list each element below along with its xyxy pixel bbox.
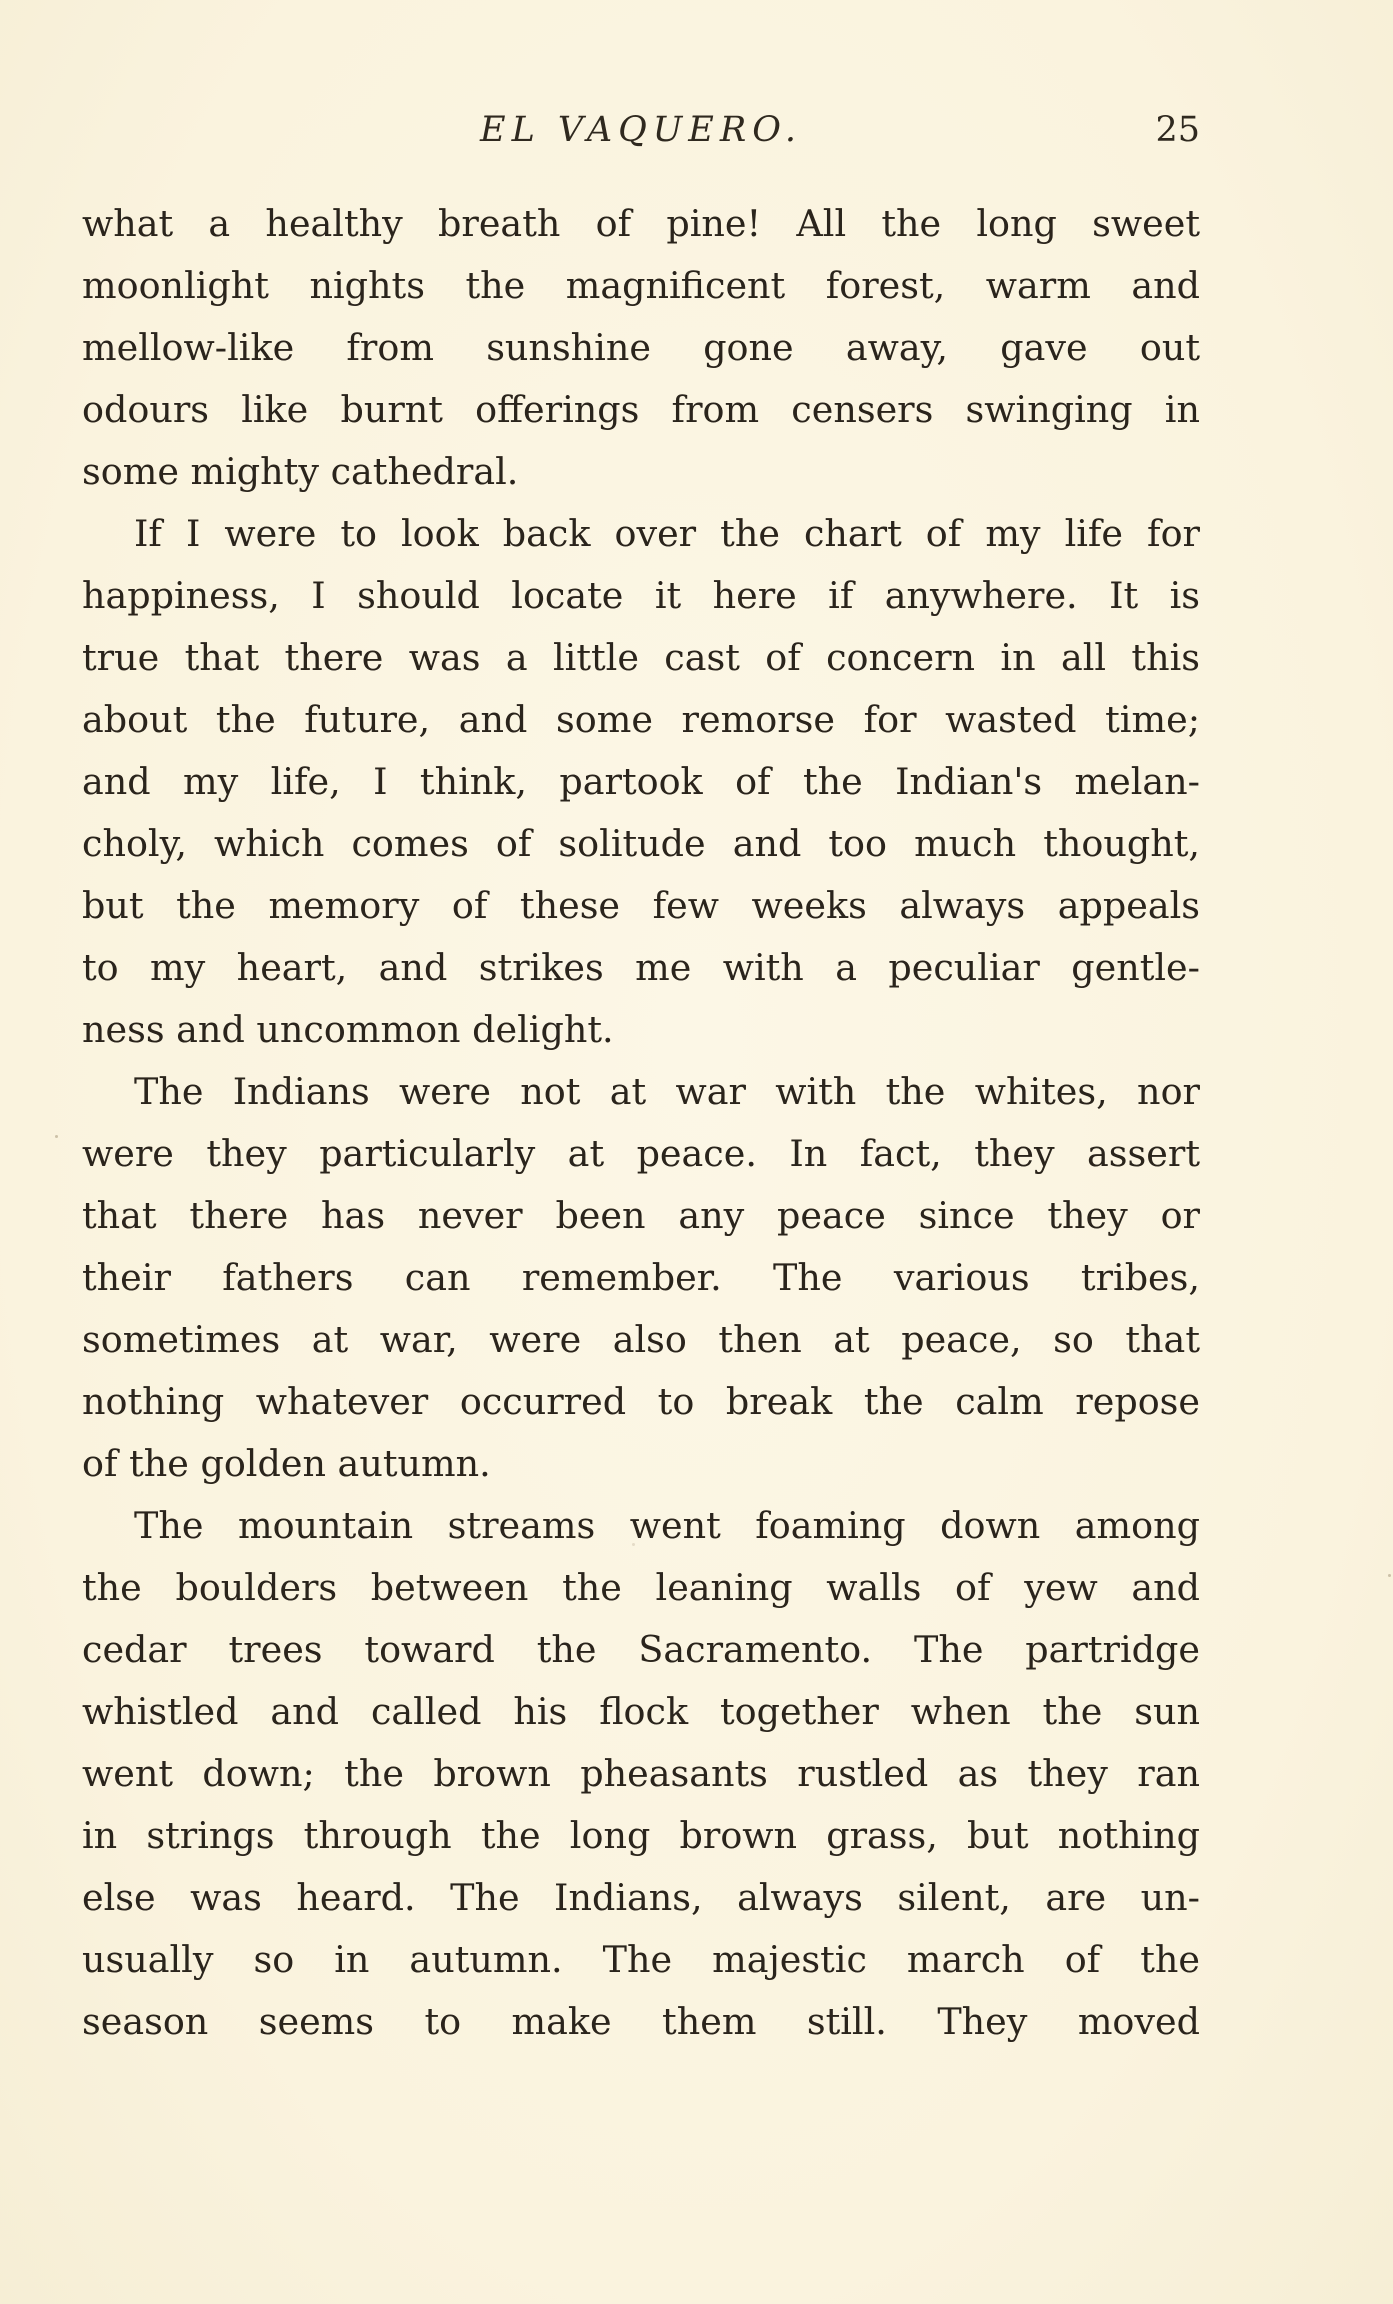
text-line: ness and uncommon delight. [82, 1008, 614, 1051]
text-line: and my life, I think, partook of the Indian's melan- [82, 760, 1200, 803]
text-line: odours like burnt offerings from censers swinging in [82, 388, 1200, 431]
text-line: nothing whatever occurred to break the calm repose [82, 1380, 1200, 1423]
text-line: to my heart, and strikes me with a peculiar gentle- [82, 946, 1200, 989]
text-line: cedar trees toward the Sacramento. The partridge [82, 1628, 1200, 1671]
text-line: their fathers can remember. The various tribes, [82, 1256, 1200, 1299]
text-line: in strings through the long brown grass, but nothing [82, 1814, 1200, 1857]
text-line: true that there was a little cast of concern in all this [82, 636, 1200, 679]
text-line: of the golden autumn. [82, 1442, 491, 1485]
text-line: happiness, I should locate it here if anywhere. It is [82, 574, 1200, 617]
text-line: moonlight nights the magnificent forest, warm and [82, 264, 1200, 307]
text-line: If I were to look back over the chart of my life for [134, 512, 1200, 555]
text-line: season seems to make them still. They moved [82, 2000, 1200, 2043]
text-line: about the future, and some remorse for wasted time; [82, 698, 1200, 741]
text-line: whistled and called his flock together when the sun [82, 1690, 1200, 1733]
page-number: 25 [1155, 110, 1200, 150]
running-title: EL VAQUERO. [480, 110, 802, 150]
text-line: some mighty cathedral. [82, 450, 519, 493]
text-line: the boulders between the leaning walls of yew and [82, 1566, 1200, 1609]
text-line: what a healthy breath of pine! All the long sweet [82, 202, 1200, 245]
text-line: that there has never been any peace since they or [82, 1194, 1200, 1237]
text-line: but the memory of these few weeks always appeals [82, 884, 1200, 927]
text-line: else was heard. The Indians, always silent, are un- [82, 1876, 1200, 1919]
paper-speck [1388, 1574, 1391, 1577]
body-text [82, 193, 1200, 2053]
running-head [82, 100, 1200, 160]
text-line: The mountain streams went foaming down among [134, 1504, 1200, 1547]
text-line: usually so in autumn. The majestic march of the [82, 1938, 1200, 1981]
paper-speck [55, 1135, 58, 1138]
text-line: The Indians were not at war with the whites, nor [134, 1070, 1200, 1113]
text-line: were they particularly at peace. In fact, they assert [82, 1132, 1200, 1175]
text-line: sometimes at war, were also then at peace, so that [82, 1318, 1200, 1361]
text-line: choly, which comes of solitude and too much thought, [82, 822, 1200, 865]
text-line: mellow-like from sunshine gone away, gave out [82, 326, 1200, 369]
paper-speck [632, 1543, 635, 1546]
text-line: went down; the brown pheasants rustled as they ran [82, 1752, 1200, 1795]
